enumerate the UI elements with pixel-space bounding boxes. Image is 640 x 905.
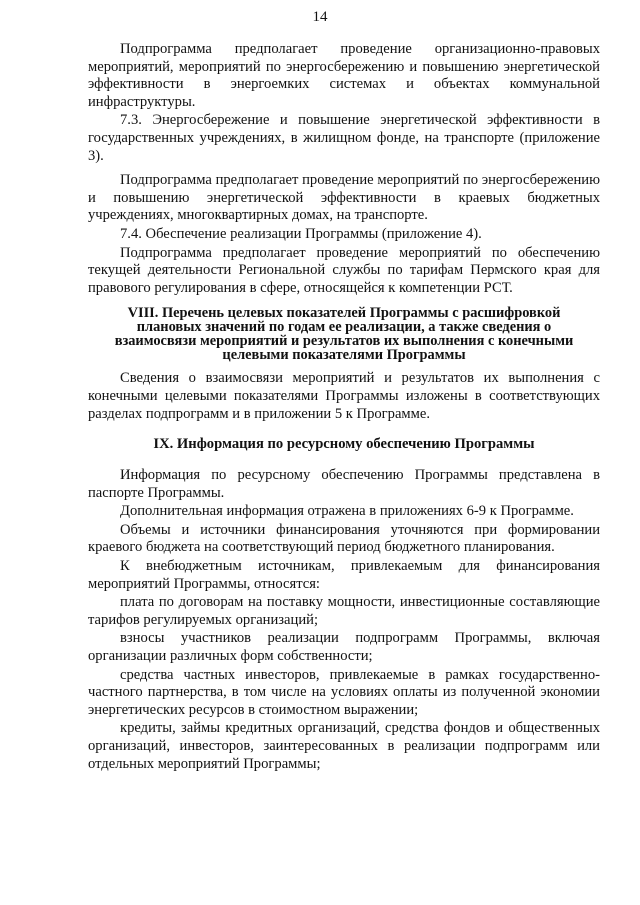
- paragraph: Дополнительная информация отражена в приложениях 6-9 к Программе.: [120, 503, 574, 520]
- paragraph: Объемы и источники финансирования уточняются при формировании краевого бюджета на соответствующий период бюджетного планирования.: [88, 521, 600, 556]
- list-item: взносы участников реализации подпрограмм Программы, включая организации различных форм собственности;: [88, 630, 600, 665]
- section-8-heading: VIII. Перечень целевых показателей Программы с расшифровкой плановых значений по годам ее реализации, а также сведения о взаимосвязи мероприятий и результатов их выполнения с конечными целевыми показателями Программы: [114, 305, 574, 364]
- paragraph: Подпрограмма предполагает проведение мероприятий по энергосбережению и повышению энергетической эффективности в краевых бюджетных учреждениях, многоквартирных домах, на транспорте.: [88, 172, 600, 224]
- list-item: кредиты, займы кредитных организаций, средства фондов и общественных организаций, инвесторов, заинтересованных в реализации подпрограмм или отдельных мероприятий Программы;: [88, 720, 600, 772]
- paragraph: Подпрограмма предполагает проведение организационно-правовых мероприятий, мероприятий по энергосбережению и повышению энергетической эффективности в энергоемких системах и объектах коммунальной инфраструктуры.: [88, 41, 600, 110]
- list-item: плата по договорам на поставку мощности, инвестиционные составляющие тарифов регулируемых организаций;: [88, 594, 600, 628]
- paragraph: К внебюджетным источникам, привлекаемым для финансирования мероприятий Программы, относятся:: [88, 558, 600, 592]
- paragraph: Сведения о взаимосвязи мероприятий и результатов их выполнения с конечными целевыми показателями Программы изложены в соответствующих разделах подпрограмм и в приложении 5 к Программе.: [88, 370, 600, 422]
- list-item: средства частных инвесторов, привлекаемые в рамках государственно-частного партнерства, в том числе на условиях оплаты из полученной экономии энергетических ресурсов в стоимостном выражении;: [88, 666, 600, 718]
- paragraph: 7.3. Энергосбережение и повышение энергетической эффективности в государственных учреждениях, в жилищном фонде, на транспорте (приложение 3).: [88, 112, 600, 164]
- page-number: 14: [312, 9, 328, 25]
- paragraph: Информация по ресурсному обеспечению Программы представлена в паспорте Программы.: [88, 467, 600, 501]
- paragraph: 7.4. Обеспечение реализации Программы (приложение 4).: [120, 225, 482, 242]
- section-9-heading: IX. Информация по ресурсному обеспечению Программы: [153, 436, 535, 453]
- document-body: [88, 41, 600, 773]
- paragraph: Подпрограмма предполагает проведение мероприятий по обеспечению текущей деятельности Региональной службы по тарифам Пермского края для правового регулирования в сфере, относящейся к компетенции РСТ.: [88, 244, 600, 296]
